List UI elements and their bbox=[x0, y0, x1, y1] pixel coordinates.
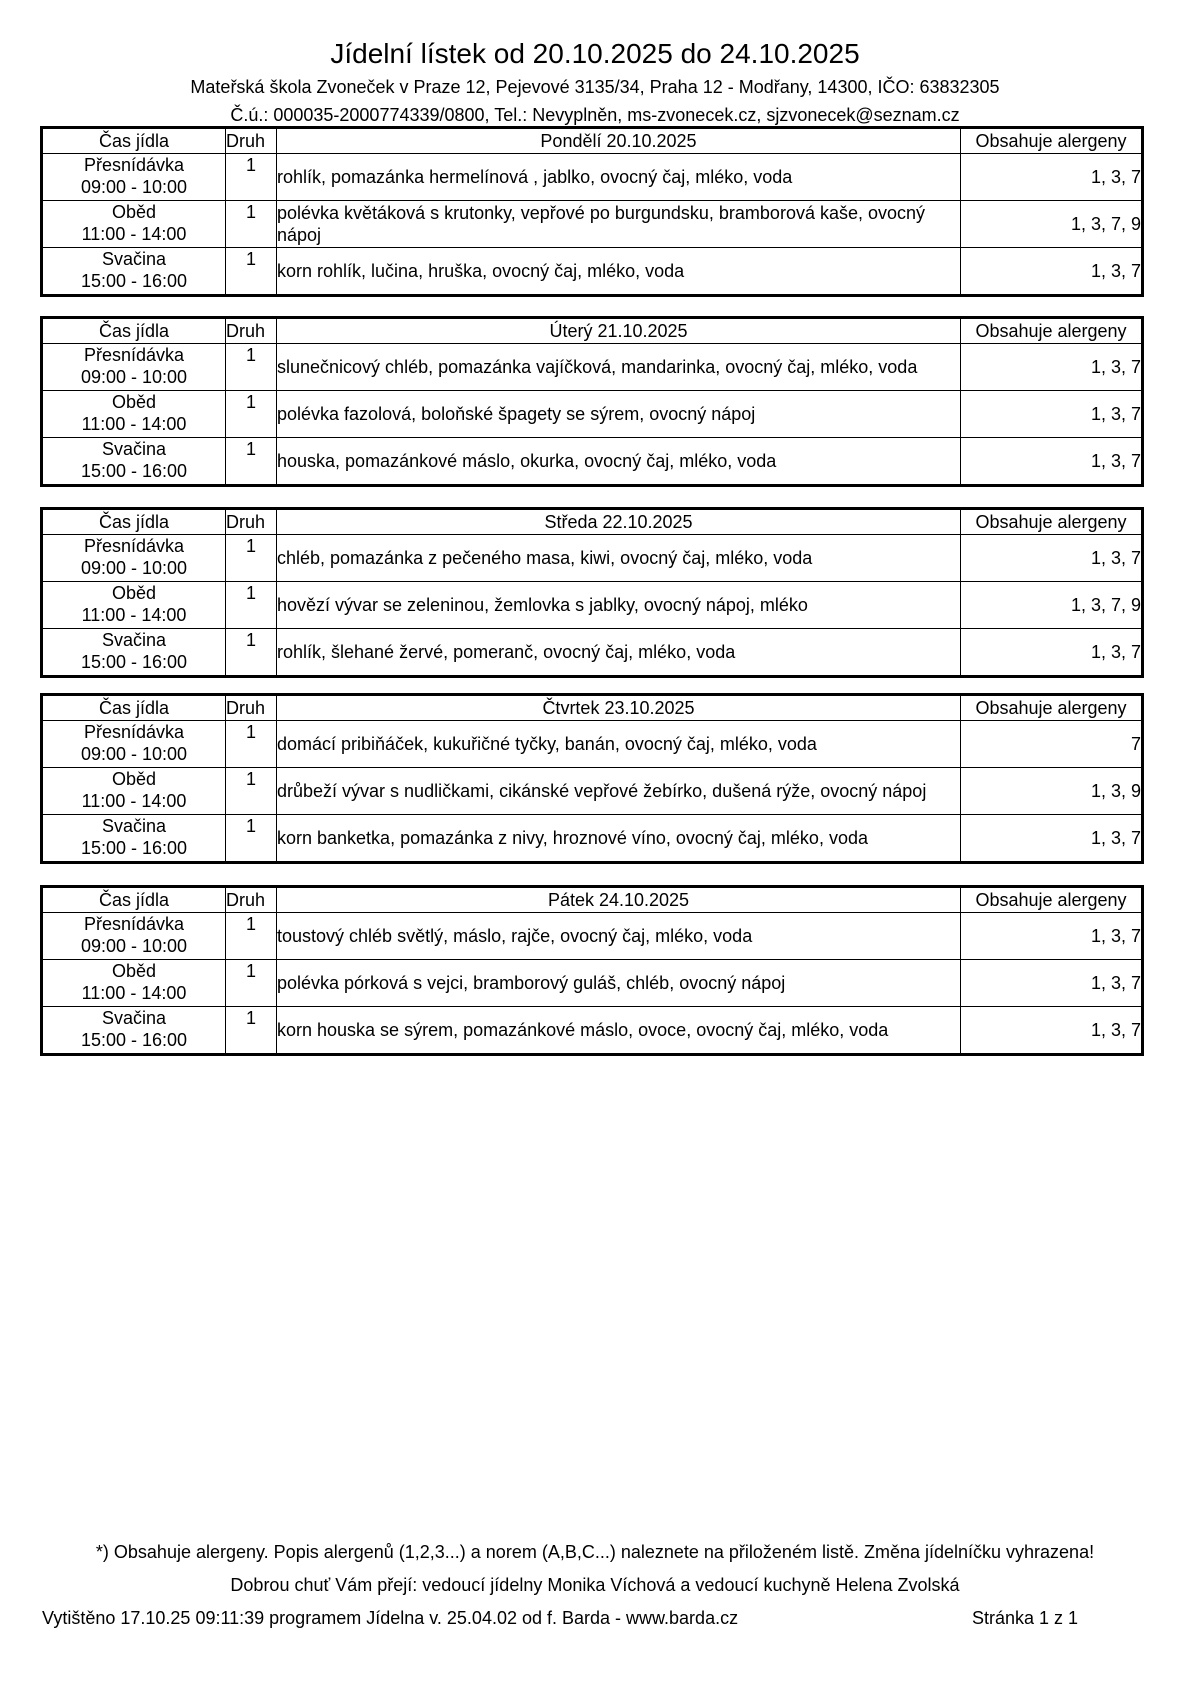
meal-allergens: 1, 3, 7 bbox=[961, 438, 1143, 486]
printed-info: Vytištěno 17.10.25 09:11:39 programem Jídelna v. 25.04.02 od f. Barda - www.barda.cz bbox=[42, 1608, 739, 1628]
meal-time-cell bbox=[42, 721, 226, 768]
table-header-row bbox=[42, 318, 1143, 344]
meal-time-cell bbox=[42, 248, 226, 296]
day-table bbox=[40, 693, 1144, 864]
header-type: Druh bbox=[226, 695, 277, 721]
meal-allergens: 1, 3, 7 bbox=[961, 535, 1143, 582]
meal-name: Přesnídávka bbox=[83, 914, 185, 934]
day-table bbox=[40, 507, 1144, 678]
meal-time: 11:00 - 14:00 bbox=[81, 791, 187, 811]
header-time: Čas jídla bbox=[42, 509, 226, 535]
meal-name: Přesnídávka bbox=[83, 722, 185, 742]
meal-allergens: 1, 3, 7, 9 bbox=[961, 582, 1143, 629]
meal-name: Svačina bbox=[101, 1008, 167, 1028]
table-row bbox=[42, 1007, 1143, 1055]
meal-time: 15:00 - 16:00 bbox=[80, 838, 188, 858]
meal-food: drůbeží vývar s nudličkami, cikánské vepřové žebírko, dušená rýže, ovocný nápoj bbox=[277, 768, 961, 815]
meal-type: 1 bbox=[226, 344, 277, 391]
meal-food: polévka pórková s vejci, bramborový guláš, chléb, ovocný nápoj bbox=[277, 960, 961, 1007]
table-row bbox=[42, 913, 1143, 960]
meal-type: 1 bbox=[226, 721, 277, 768]
meal-food: hovězí vývar se zeleninou, žemlovka s jablky, ovocný nápoj, mléko bbox=[277, 582, 961, 629]
meal-time-cell bbox=[42, 913, 226, 960]
meal-time: 15:00 - 16:00 bbox=[80, 461, 188, 481]
meal-allergens: 7 bbox=[961, 721, 1143, 768]
day-table bbox=[40, 885, 1144, 1056]
meal-type: 1 bbox=[226, 1007, 277, 1055]
page-number: Stránka 1 z 1 bbox=[972, 1608, 1079, 1628]
meal-allergens: 1, 3, 7 bbox=[961, 391, 1143, 438]
table-row bbox=[42, 721, 1143, 768]
meal-type: 1 bbox=[226, 154, 277, 201]
table-row bbox=[42, 535, 1143, 582]
meal-time: 11:00 - 14:00 bbox=[81, 414, 187, 434]
meal-allergens: 1, 3, 7, 9 bbox=[961, 201, 1143, 248]
meal-allergens: 1, 3, 7 bbox=[961, 248, 1143, 296]
meal-type: 1 bbox=[226, 438, 277, 486]
meal-time: 15:00 - 16:00 bbox=[80, 1030, 188, 1050]
meal-name: Přesnídávka bbox=[83, 536, 185, 556]
meal-allergens: 1, 3, 7 bbox=[961, 344, 1143, 391]
meal-food: slunečnicový chléb, pomazánka vajíčková, mandarinka, ovocný čaj, mléko, voda bbox=[277, 344, 961, 391]
header-time: Čas jídla bbox=[42, 695, 226, 721]
meal-time: 09:00 - 10:00 bbox=[80, 936, 188, 956]
table-header-row bbox=[42, 695, 1143, 721]
meal-food: polévka květáková s krutonky, vepřové po burgundsku, bramborová kaše, ovocný nápoj bbox=[277, 201, 961, 248]
meal-name: Přesnídávka bbox=[83, 155, 185, 175]
meal-time: 09:00 - 10:00 bbox=[80, 177, 188, 197]
meal-time-cell bbox=[42, 535, 226, 582]
meal-name: Oběd bbox=[111, 202, 157, 222]
table-row bbox=[42, 201, 1143, 248]
meal-name: Oběd bbox=[111, 769, 157, 789]
meal-type: 1 bbox=[226, 201, 277, 248]
meal-name: Oběd bbox=[111, 961, 157, 981]
meal-name: Přesnídávka bbox=[83, 345, 185, 365]
meal-food: rohlík, pomazánka hermelínová , jablko, ovocný čaj, mléko, voda bbox=[277, 154, 961, 201]
table-row bbox=[42, 582, 1143, 629]
meal-name: Svačina bbox=[101, 816, 167, 836]
meal-time-cell bbox=[42, 768, 226, 815]
meal-name: Oběd bbox=[111, 392, 157, 412]
meal-time-cell bbox=[42, 629, 226, 677]
meal-time-cell bbox=[42, 582, 226, 629]
table-row bbox=[42, 391, 1143, 438]
meal-time: 11:00 - 14:00 bbox=[81, 605, 187, 625]
meal-time-cell bbox=[42, 201, 226, 248]
day-table bbox=[40, 126, 1144, 297]
meal-allergens: 1, 3, 7 bbox=[961, 960, 1143, 1007]
table-header-row bbox=[42, 509, 1143, 535]
meal-time: 11:00 - 14:00 bbox=[81, 224, 187, 244]
header-allergens: Obsahuje alergeny bbox=[961, 318, 1143, 344]
meal-time-cell bbox=[42, 154, 226, 201]
header-day: Středa 22.10.2025 bbox=[277, 509, 961, 535]
table-row bbox=[42, 154, 1143, 201]
meal-time-cell bbox=[42, 960, 226, 1007]
table-row bbox=[42, 248, 1143, 296]
meal-food: korn rohlík, lučina, hruška, ovocný čaj, mléko, voda bbox=[277, 248, 961, 296]
header-allergens: Obsahuje alergeny bbox=[961, 128, 1143, 154]
meal-time: 09:00 - 10:00 bbox=[80, 744, 188, 764]
school-info: Mateřská škola Zvoneček v Praze 12, Pejevové 3135/34, Praha 12 - Modřany, 14300, IČO: 63832305 bbox=[190, 77, 1000, 97]
meal-time: 09:00 - 10:00 bbox=[80, 367, 188, 387]
meal-time: 09:00 - 10:00 bbox=[80, 558, 188, 578]
meal-food: domácí pribiňáček, kukuřičné tyčky, banán, ovocný čaj, mléko, voda bbox=[277, 721, 961, 768]
header-time: Čas jídla bbox=[42, 887, 226, 913]
table-header-row bbox=[42, 128, 1143, 154]
meal-name: Svačina bbox=[101, 439, 167, 459]
meal-food: chléb, pomazánka z pečeného masa, kiwi, ovocný čaj, mléko, voda bbox=[277, 535, 961, 582]
header-type: Druh bbox=[226, 128, 277, 154]
meal-allergens: 1, 3, 7 bbox=[961, 1007, 1143, 1055]
header-day: Čtvrtek 23.10.2025 bbox=[277, 695, 961, 721]
meal-allergens: 1, 3, 7 bbox=[961, 913, 1143, 960]
meal-type: 1 bbox=[226, 535, 277, 582]
header-day: Pondělí 20.10.2025 bbox=[277, 128, 961, 154]
header-time: Čas jídla bbox=[42, 128, 226, 154]
meal-time-cell bbox=[42, 815, 226, 863]
meal-time-cell bbox=[42, 1007, 226, 1055]
meal-food: toustový chléb světlý, máslo, rajče, ovocný čaj, mléko, voda bbox=[277, 913, 961, 960]
page-title: Jídelní lístek od 20.10.2025 do 24.10.2025 bbox=[330, 38, 860, 69]
meal-allergens: 1, 3, 7 bbox=[961, 815, 1143, 863]
meal-type: 1 bbox=[226, 815, 277, 863]
table-row bbox=[42, 438, 1143, 486]
meal-type: 1 bbox=[226, 768, 277, 815]
meal-type: 1 bbox=[226, 629, 277, 677]
meal-type: 1 bbox=[226, 582, 277, 629]
meal-name: Svačina bbox=[101, 249, 167, 269]
header-type: Druh bbox=[226, 887, 277, 913]
header-type: Druh bbox=[226, 509, 277, 535]
table-row bbox=[42, 629, 1143, 677]
meal-allergens: 1, 3, 9 bbox=[961, 768, 1143, 815]
header-allergens: Obsahuje alergeny bbox=[961, 695, 1143, 721]
meal-allergens: 1, 3, 7 bbox=[961, 154, 1143, 201]
meal-name: Svačina bbox=[101, 630, 167, 650]
meal-food: korn houska se sýrem, pomazánkové máslo, ovoce, ovocný čaj, mléko, voda bbox=[277, 1007, 961, 1055]
greeting: Dobrou chuť Vám přejí: vedoucí jídelny Monika Víchová a vedoucí kuchyně Helena Zvolská bbox=[230, 1575, 960, 1595]
meal-name: Oběd bbox=[111, 583, 157, 603]
meal-food: polévka fazolová, boloňské špagety se sýrem, ovocný nápoj bbox=[277, 391, 961, 438]
header-day: Pátek 24.10.2025 bbox=[277, 887, 961, 913]
meal-type: 1 bbox=[226, 913, 277, 960]
table-row bbox=[42, 344, 1143, 391]
header-day: Úterý 21.10.2025 bbox=[277, 318, 961, 344]
meal-time-cell bbox=[42, 438, 226, 486]
meal-food: rohlík, šlehané žervé, pomeranč, ovocný čaj, mléko, voda bbox=[277, 629, 961, 677]
meal-time-cell bbox=[42, 344, 226, 391]
meal-type: 1 bbox=[226, 960, 277, 1007]
meal-time: 15:00 - 16:00 bbox=[80, 271, 188, 291]
table-row bbox=[42, 768, 1143, 815]
school-contact: Č.ú.: 000035-2000774339/0800, Tel.: Nevyplněn, ms-zvonecek.cz, sjzvonecek@seznam.cz bbox=[230, 105, 960, 125]
day-table bbox=[40, 316, 1144, 487]
meal-food: korn banketka, pomazánka z nivy, hroznové víno, ovocný čaj, mléko, voda bbox=[277, 815, 961, 863]
meal-time: 11:00 - 14:00 bbox=[81, 983, 187, 1003]
table-header-row bbox=[42, 887, 1143, 913]
allergen-note: *) Obsahuje alergeny. Popis alergenů (1,2,3...) a norem (A,B,C...) naleznete na přiloženém listě. Změna jídelníčku vyhrazena! bbox=[95, 1542, 1095, 1562]
meal-time-cell bbox=[42, 391, 226, 438]
table-row bbox=[42, 960, 1143, 1007]
header-time: Čas jídla bbox=[42, 318, 226, 344]
meal-type: 1 bbox=[226, 391, 277, 438]
meal-food: houska, pomazánkové máslo, okurka, ovocný čaj, mléko, voda bbox=[277, 438, 961, 486]
meal-time: 15:00 - 16:00 bbox=[80, 652, 188, 672]
table-row bbox=[42, 815, 1143, 863]
header-allergens: Obsahuje alergeny bbox=[961, 887, 1143, 913]
header-type: Druh bbox=[226, 318, 277, 344]
meal-allergens: 1, 3, 7 bbox=[961, 629, 1143, 677]
header-allergens: Obsahuje alergeny bbox=[961, 509, 1143, 535]
meal-type: 1 bbox=[226, 248, 277, 296]
